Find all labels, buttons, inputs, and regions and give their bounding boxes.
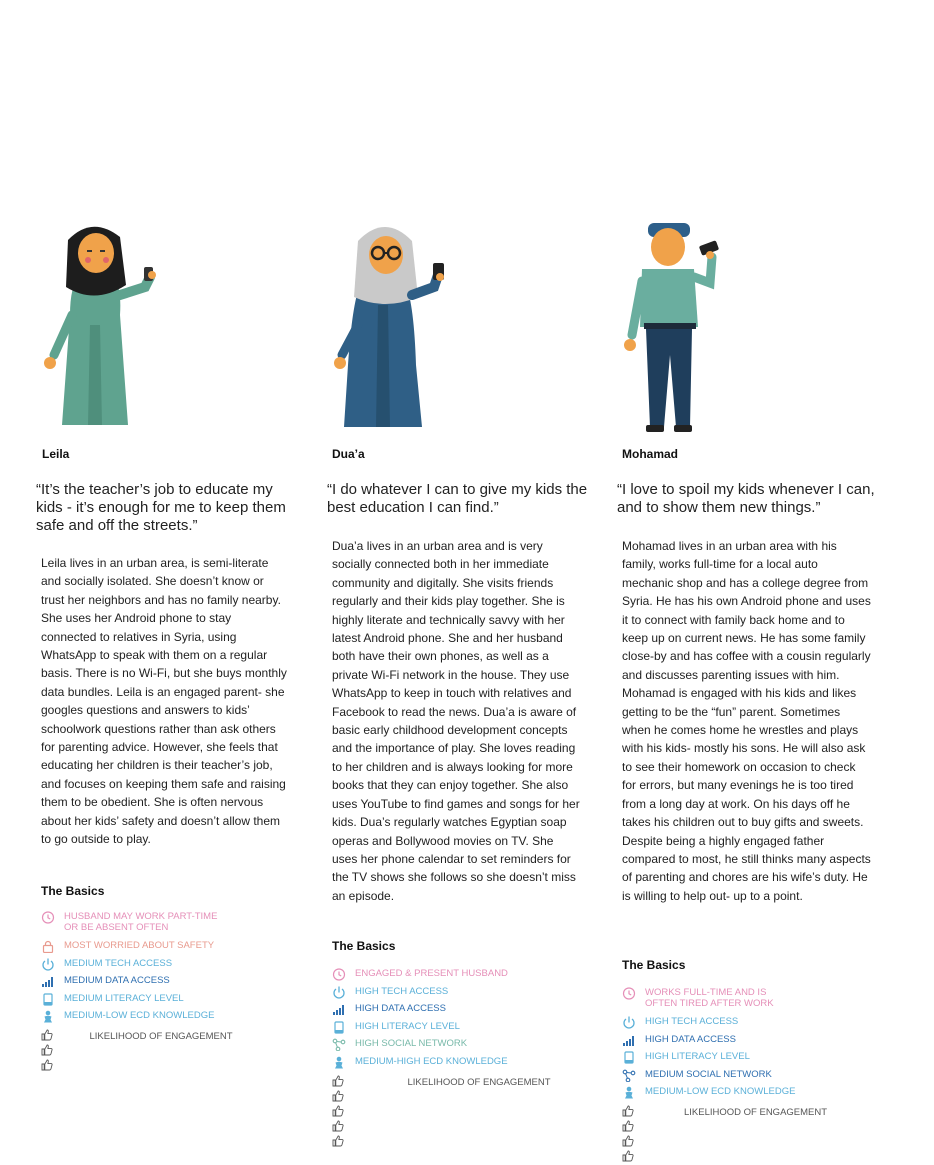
thumbs-up-icon xyxy=(332,1075,344,1090)
book-icon xyxy=(41,993,55,1006)
attribute-label: MEDIUM-LOW ECD KNOWLEDGE xyxy=(64,1010,215,1022)
duaa-illustration xyxy=(330,215,510,440)
signal-icon xyxy=(332,1003,346,1016)
power-icon xyxy=(41,958,55,971)
thumbs-up-icon xyxy=(622,1120,634,1135)
basics-title: The Basics xyxy=(41,884,105,898)
persona-quote: “I love to spoil my kids whenever I can, and to show them new things.” xyxy=(617,481,875,516)
baby-icon xyxy=(622,1086,636,1099)
basics-title: The Basics xyxy=(332,939,396,953)
thumbs-up-icon xyxy=(332,1090,344,1105)
leila-illustration xyxy=(40,215,220,440)
persona-bio: Leila lives in an urban area, is semi-literate and socially isolated. She doesn’t know or trust her neighbors and has no family nearby. She uses her Android phone to stay connected to relatives in Syria, using WhatsApp to speak with them on a regular basis. There is no Wi-Fi, but she buys monthly data bundles. Leila is an engaged parent- she googles questions and answers to kids’ schoolwork questions rather than ask others for parenting advice. However, she feels that educating her children is their teacher’s job, and focuses on keeping them safe and raising them to be obedient. She is often nervous about her kids’ safety and doesn’t allow them to go outside to play. xyxy=(41,556,287,847)
signal-icon xyxy=(622,1034,636,1047)
attribute-label: MEDIUM-HIGH ECD KNOWLEDGE xyxy=(355,1056,508,1067)
thumbs-up-icon xyxy=(41,1059,53,1074)
baby-icon xyxy=(332,1056,346,1069)
mohamad-illustration xyxy=(620,215,800,440)
persona-name: Leila xyxy=(42,447,70,461)
attribute-label: HIGH LITERACY LEVEL xyxy=(645,1051,750,1063)
engagement-label: LIKELIHOOD OF ENGAGEMENT xyxy=(684,1107,828,1118)
attribute-label: HIGH SOCIAL NETWORK xyxy=(355,1038,468,1050)
attribute-label: HIGH TECH ACCESS xyxy=(645,1016,739,1027)
thumbs-up-icon xyxy=(332,1135,344,1150)
thumbs-up-icon xyxy=(622,1135,634,1150)
attribute-label: MOST WORRIED ABOUT SAFETY xyxy=(64,940,215,951)
clock-icon xyxy=(622,987,636,1000)
network-icon xyxy=(622,1069,636,1082)
baby-icon xyxy=(41,1010,55,1023)
clock-icon xyxy=(332,968,346,981)
persona-bio: Mohamad lives in an urban area with his family, works full-time for a local auto mechanic shop and has a college degree from Syria. He has his own Android phone and uses it to connect with family back home and to keep up on current news. He has some family close-by and has coffee with a cousin regularly and discusses parenting issues with him. Mohamad is engaged with his kids and likes getting to be the “fun” parent. Sometimes when he comes home he wrestles and plays with his kids- mostly his sons. He will also ask to see their homework on occasion to check for errors, but many evenings he is too tired from a long day at work. On his days off he takes his children out to buy gifts and sweets. Despite being a highly engaged father compared to most, he still thinks many aspects of parenting and chores are his wife’s duty. He is willing to help out- up to a point. xyxy=(622,539,871,903)
attribute-label: HIGH LITERACY LEVEL xyxy=(355,1020,460,1032)
attribute-label: HIGH DATA ACCESS xyxy=(645,1033,736,1045)
attribute-label: HUSBAND MAY WORK PART-TIME OR BE ABSENT OFTEN xyxy=(64,911,218,933)
thumbs-up-icon xyxy=(41,1029,53,1044)
engagement-label: LIKELIHOOD OF ENGAGEMENT xyxy=(407,1076,551,1088)
attribute-label: HIGH TECH ACCESS xyxy=(355,985,449,997)
power-icon xyxy=(332,986,346,999)
persona-bio: Dua’a lives in an urban area and is very socially connected both in her immediate community and digitally. She visits friends regularly and their kids play together. She is highly literate and technically savvy with her latest Android phone. She and her husband both have their own phones, as well as a private Wi-Fi network in the house. They use WhatsApp to keep in touch with relatives and Facebook to read the news. Dua’a is aware of basic early childhood development concepts and the importance of play. She loves reading to her children and is always looking for more books that they can enjoy together. She also uses YouTube to find games and songs for her kids. Dua’s regularly watches Egyptian soap operas and Bollywood movies on TV. She uses her phone calendar to set reminders for the TV shows she follows so she doesn’t miss an episode. xyxy=(332,539,580,903)
thumbs-up-icons xyxy=(622,1105,636,1165)
attribute-label: MEDIUM LITERACY LEVEL xyxy=(64,992,184,1004)
power-icon xyxy=(622,1016,636,1029)
persona-name: Dua’a xyxy=(332,447,365,461)
engagement-label: LIKELIHOOD OF ENGAGEMENT xyxy=(89,1031,233,1042)
thumbs-up-icons xyxy=(332,1075,346,1150)
thumbs-up-icon xyxy=(332,1120,344,1135)
attribute-label: ENGAGED & PRESENT HUSBAND xyxy=(355,968,508,979)
attribute-label: HIGH DATA ACCESS xyxy=(355,1003,446,1015)
attribute-label: MEDIUM-LOW ECD KNOWLEDGE xyxy=(645,1086,796,1098)
attribute-label: MEDIUM TECH ACCESS xyxy=(64,957,173,969)
thumbs-up-icon xyxy=(622,1105,634,1120)
thumbs-up-icons xyxy=(41,1029,55,1074)
lock-icon xyxy=(41,940,55,953)
attribute-label: MEDIUM DATA ACCESS xyxy=(64,975,170,987)
persona-quote: “I do whatever I can to give my kids the best education I can find.” xyxy=(327,481,588,516)
thumbs-up-icon xyxy=(41,1044,53,1059)
signal-icon xyxy=(41,975,55,988)
book-icon xyxy=(622,1051,636,1064)
thumbs-up-icon xyxy=(332,1105,344,1120)
attribute-label: WORKS FULL-TIME AND IS OFTEN TIRED AFTER WORK xyxy=(645,987,774,1009)
attribute-label: MEDIUM SOCIAL NETWORK xyxy=(645,1068,772,1080)
persona-quote: “It’s the teacher’s job to educate my kids - it’s enough for me to keep them safe and off the streets.” xyxy=(36,481,286,534)
network-icon xyxy=(332,1038,346,1051)
thumbs-up-icon xyxy=(622,1150,634,1165)
clock-icon xyxy=(41,911,55,924)
basics-title: The Basics xyxy=(622,958,686,972)
book-icon xyxy=(332,1021,346,1034)
persona-name: Mohamad xyxy=(622,447,679,461)
